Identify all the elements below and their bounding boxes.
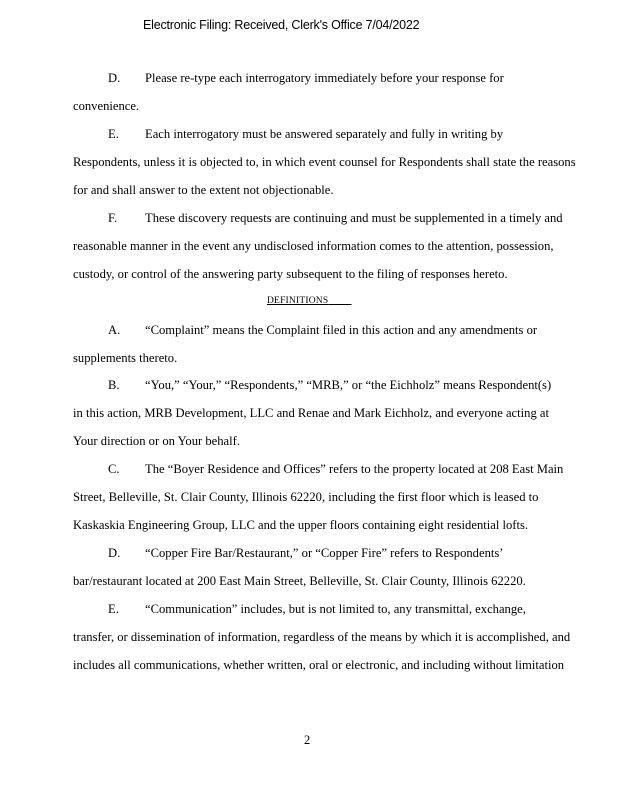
paragraph-label: F. (108, 211, 118, 225)
definition-c-line-3: Kaskaskia Engineering Group, LLC and the upper floors containing eight residential lofts. (73, 518, 529, 532)
paragraph-e-line-3: for and shall answer to the extent not objectionable. (73, 183, 334, 197)
definition-a-line-2: supplements thereto. (73, 351, 178, 365)
definition-label: C. (108, 462, 120, 476)
definition-c-line-1 (108, 461, 563, 477)
paragraph-e-line-2: Respondents, unless it is objected to, in which event counsel for Respondents shall state the reasons (73, 155, 576, 169)
paragraph-d-line-1 (108, 70, 504, 86)
paragraph-f-line-1 (108, 210, 563, 226)
paragraph-label: D. (108, 71, 121, 85)
definition-d-line-2: bar/restaurant located at 200 East Main Street, Belleville, St. Clair County, Illinois 62220. (73, 574, 526, 588)
definition-d-line-1 (108, 545, 503, 561)
definition-e-line-1 (108, 601, 526, 617)
definition-text: The “Boyer Residence and Offices” refers to the property located at 208 East Main (145, 462, 564, 476)
paragraph-f-line-3: custody, or control of the answering party subsequent to the filing of responses hereto. (73, 267, 508, 281)
definition-a-line-1 (108, 322, 537, 338)
paragraph-d-line-2: convenience. (73, 99, 140, 113)
definition-text: “You,” “Your,” “Respondents,” “MRB,” or “the Eichholz” means Respondent(s) (145, 378, 552, 392)
definition-text: “Communication” includes, but is not limited to, any transmittal, exchange, (145, 602, 526, 616)
definitions-heading: DEFINITIONS (267, 296, 329, 306)
definition-text: “Complaint” means the Complaint filed in this action and any amendments or (145, 323, 538, 337)
definition-label: B. (108, 378, 120, 392)
definition-e-line-2: transfer, or dissemination of information, regardless of the means by which it is accomplished, and (73, 630, 571, 644)
definition-b-line-1 (108, 377, 551, 393)
definition-b-line-2: in this action, MRB Development, LLC and Renae and Mark Eichholz, and everyone acting at (73, 406, 549, 420)
definition-text: “Copper Fire Bar/Restaurant,” or “Copper Fire” refers to Respondents’ (145, 546, 504, 560)
definition-b-line-3: Your direction or on Your behalf. (73, 434, 240, 448)
definition-label: A. (108, 323, 121, 337)
definition-label: D. (108, 546, 121, 560)
paragraph-text: These discovery requests are continuing and must be supplemented in a timely and (145, 211, 563, 225)
definition-c-line-2: Street, Belleville, St. Clair County, Illinois 62220, including the first floor which is leased to (73, 490, 539, 504)
definition-label: E. (108, 602, 119, 616)
paragraph-text: Please re-type each interrogatory immediately before your response for (145, 71, 504, 85)
paragraph-text: Each interrogatory must be answered separately and fully in writing by (145, 127, 504, 141)
paragraph-label: E. (108, 127, 119, 141)
filing-stamp-header: Electronic Filing: Received, Clerk's Office 7/04/2022 (143, 18, 420, 32)
page-number: 2 (304, 733, 311, 747)
definition-e-line-3: includes all communications, whether written, oral or electronic, and including without limitation (73, 658, 565, 672)
paragraph-e-line-1 (108, 126, 503, 142)
paragraph-f-line-2: reasonable manner in the event any undisclosed information comes to the attention, possession, (73, 239, 554, 253)
